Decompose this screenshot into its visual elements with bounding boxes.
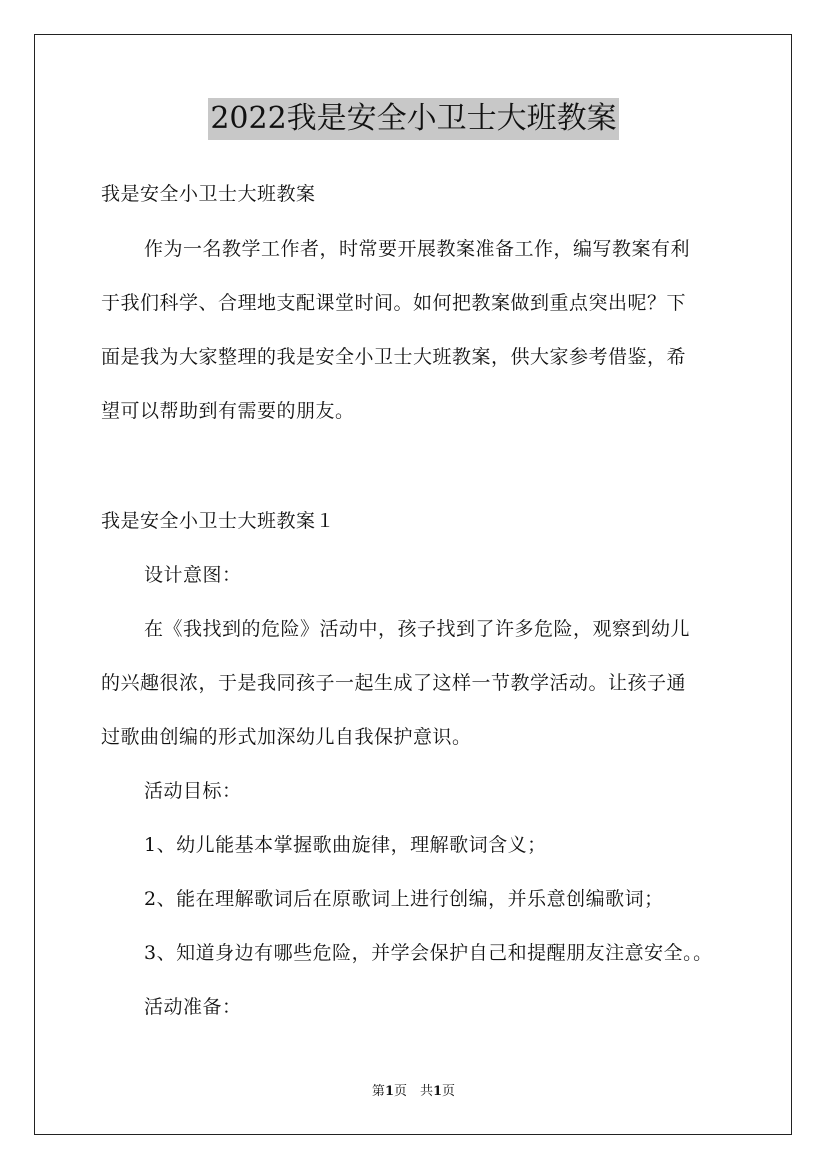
- footer-page-mid: 页 共: [393, 1084, 433, 1099]
- footer-total-pages: 1: [433, 1084, 443, 1099]
- design-label: 设计意图：: [144, 564, 242, 586]
- subtitle: 我是安全小卫士大班教案: [101, 183, 316, 205]
- footer-page-number: 1: [384, 1084, 394, 1099]
- design-line-2: 的兴趣很浓，于是我同孩子一起生成了这样一节教学活动。让孩子通: [101, 672, 687, 694]
- goals-label: 活动目标：: [144, 780, 242, 802]
- footer-page-prefix: 第: [371, 1084, 385, 1099]
- goal-item-1: 1、幼儿能基本掌握歌曲旋律，理解歌词含义；: [144, 834, 547, 856]
- footer-page-suffix: 页: [442, 1084, 456, 1099]
- prep-label: 活动准备：: [144, 996, 242, 1018]
- intro-line-3: 面是我为大家整理的我是安全小卫士大班教案，供大家参考借鉴，希: [101, 346, 687, 368]
- intro-line-1: 作为一名教学工作者，时常要开展教案准备工作，编写教案有利: [144, 238, 691, 260]
- goal-item-3: 3、知道身边有哪些危险，并学会保护自己和提醒朋友注意安全。。: [144, 942, 713, 964]
- design-line-3: 过歌曲创编的形式加深幼儿自我保护意识。: [101, 726, 472, 748]
- page-footer: [0, 1083, 827, 1101]
- intro-line-4: 望可以帮助到有需要的朋友。: [101, 400, 355, 422]
- goal-item-2: 2、能在理解歌词后在原歌词上进行创编，并乐意创编歌词；: [144, 888, 664, 910]
- intro-line-2: 于我们科学、合理地支配课堂时间。如何把教案做到重点突出呢？下: [101, 292, 687, 314]
- section-heading: 我是安全小卫士大班教案１: [101, 510, 336, 532]
- document-title: 2022我是安全小卫士大班教案: [208, 98, 618, 140]
- title-container: [0, 98, 827, 140]
- design-line-1: 在《我找到的危险》活动中，孩子找到了许多危险，观察到幼儿: [144, 618, 691, 640]
